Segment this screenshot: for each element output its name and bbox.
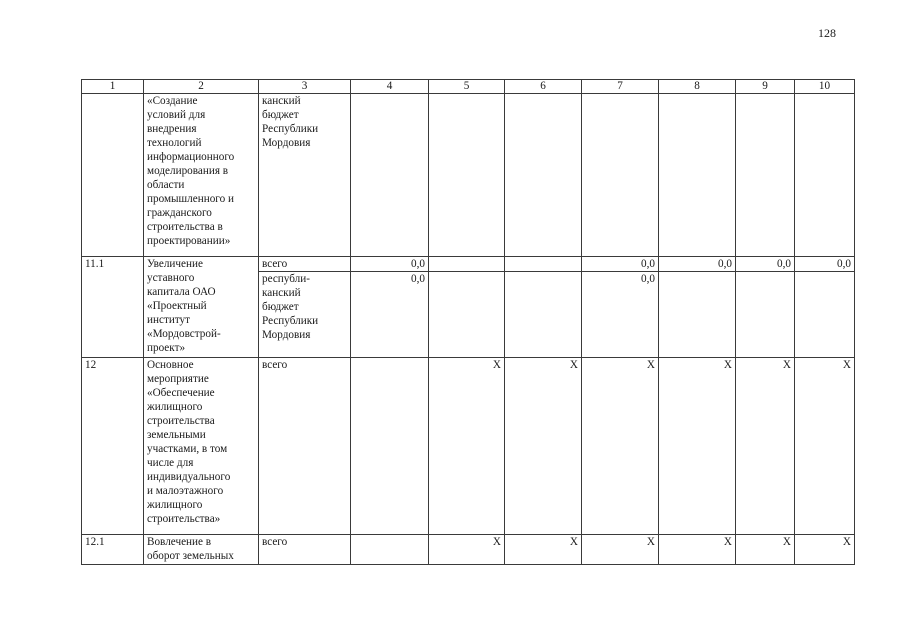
header-cell: 6 — [505, 80, 582, 94]
value-cell — [736, 272, 795, 358]
value-cell — [795, 94, 855, 257]
page-number: 128 — [818, 26, 836, 40]
value-cell — [659, 272, 736, 358]
value-cell — [505, 94, 582, 257]
value-cell — [736, 94, 795, 257]
value-cell: X — [795, 358, 855, 535]
value-cell: X — [429, 535, 505, 565]
value-cell: 0,0 — [736, 257, 795, 272]
header-row — [82, 80, 855, 94]
value-cell: X — [505, 358, 582, 535]
value-cell — [351, 358, 429, 535]
value-cell — [582, 94, 659, 257]
row-name: «Создание условий для внедрения технологий информационного моделирования в области промышленного и гражданского строительства в проектировании» — [144, 94, 259, 257]
header-cell: 8 — [659, 80, 736, 94]
value-cell: X — [736, 358, 795, 535]
value-cell — [429, 94, 505, 257]
value-cell — [659, 94, 736, 257]
value-cell: 0,0 — [659, 257, 736, 272]
row-number — [82, 94, 144, 257]
header-cell: 4 — [351, 80, 429, 94]
value-cell: X — [429, 358, 505, 535]
row-source: всего — [259, 535, 351, 565]
row-source: всего — [259, 358, 351, 535]
row-number: 11.1 — [82, 257, 144, 358]
header-cell: 3 — [259, 80, 351, 94]
value-cell: 0,0 — [351, 257, 429, 272]
row-number: 12 — [82, 358, 144, 535]
value-cell: X — [795, 535, 855, 565]
row-name: Основное мероприятие «Обеспечение жилищного строительства земельными участками, в том числе для индивидуального и малоэтажного жилищного строительства» — [144, 358, 259, 535]
header-cell: 1 — [82, 80, 144, 94]
value-cell: X — [505, 535, 582, 565]
value-cell: 0,0 — [351, 272, 429, 358]
table-row — [82, 535, 855, 565]
program-table — [81, 79, 855, 565]
value-cell — [351, 94, 429, 257]
header-cell: 5 — [429, 80, 505, 94]
value-cell: 0,0 — [582, 272, 659, 358]
row-source: республи- канский бюджет Республики Мордовия — [259, 272, 351, 358]
value-cell — [795, 272, 855, 358]
value-cell — [351, 535, 429, 565]
value-cell: X — [582, 358, 659, 535]
value-cell: 0,0 — [795, 257, 855, 272]
header-cell: 2 — [144, 80, 259, 94]
table-row — [82, 94, 855, 257]
value-cell — [429, 257, 505, 272]
row-source: канский бюджет Республики Мордовия — [259, 94, 351, 257]
table-row — [82, 257, 855, 272]
value-cell: X — [659, 535, 736, 565]
row-name: Увеличение уставного капитала ОАО «Проектный институт «Мордовстрой- проект» — [144, 257, 259, 358]
header-cell: 7 — [582, 80, 659, 94]
value-cell: X — [736, 535, 795, 565]
value-cell: X — [582, 535, 659, 565]
row-source: всего — [259, 257, 351, 272]
value-cell: 0,0 — [582, 257, 659, 272]
row-number: 12.1 — [82, 535, 144, 565]
header-cell: 10 — [795, 80, 855, 94]
value-cell — [505, 257, 582, 272]
row-name: Вовлечение в оборот земельных — [144, 535, 259, 565]
value-cell: X — [659, 358, 736, 535]
value-cell — [429, 272, 505, 358]
value-cell — [505, 272, 582, 358]
table-row — [82, 358, 855, 535]
header-cell: 9 — [736, 80, 795, 94]
